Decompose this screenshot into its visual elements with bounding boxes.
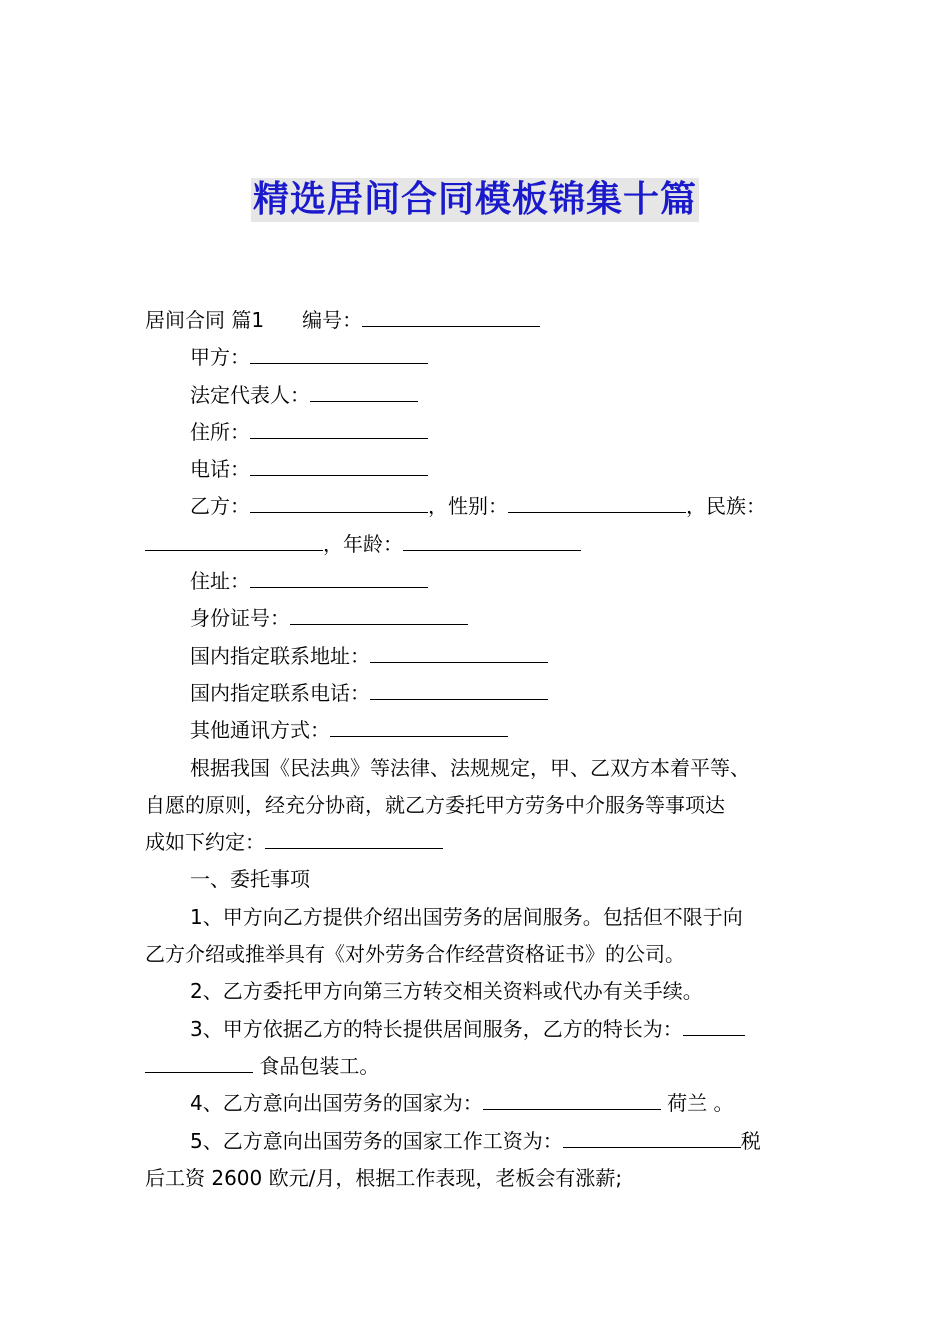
intro-text-3: 成如下约定： <box>145 830 265 855</box>
item-3-text-1: 3、甲方依据乙方的特长提供居间服务，乙方的特长为： <box>190 1016 683 1041</box>
party-a-address-blank <box>250 414 428 439</box>
intro-line-2 <box>145 787 810 824</box>
domestic-address-label: 国内指定联系地址： <box>190 643 370 668</box>
party-b-age-label: ，年龄： <box>323 531 403 556</box>
item-1-text-2: 乙方介绍或推举具有《对外劳务合作经营资格证书》的公司。 <box>145 942 685 967</box>
party-a-phone-blank <box>250 451 428 476</box>
number-blank <box>362 302 540 327</box>
party-b-id-blank <box>290 600 468 625</box>
party-b-name-label: 乙方： <box>190 494 250 519</box>
party-b-name-blank <box>250 488 428 513</box>
party-a-rep-label: 法定代表人： <box>190 382 310 407</box>
intro-text-2: 自愿的原则，经充分协商，就乙方委托甲方劳务中介服务等事项达 <box>145 792 725 817</box>
item-5-prefix: 5、乙方意向出国劳务的国家工作工资为： <box>190 1128 563 1153</box>
domestic-address-blank <box>370 638 548 663</box>
item-5-line-1 <box>145 1123 810 1160</box>
intro-line-1 <box>145 750 810 787</box>
title-container <box>0 178 950 222</box>
party-b-gender-blank <box>508 488 686 513</box>
country-blank <box>483 1085 661 1110</box>
document-body <box>145 302 810 1197</box>
party-a-rep-blank <box>310 377 418 402</box>
item-2-line <box>145 973 810 1010</box>
item-5-suffix: 税 <box>740 1128 761 1153</box>
domestic-address-line <box>145 638 810 675</box>
party-a-phone-label: 电话： <box>190 457 250 482</box>
intro-line-3 <box>145 824 810 861</box>
party-a-address-line <box>145 414 810 451</box>
item-1-text-1: 1、甲方向乙方提供介绍出国劳务的居间服务。包括但不限于向 <box>190 904 743 929</box>
domestic-phone-blank <box>370 675 548 700</box>
party-b-address-blank <box>250 563 428 588</box>
party-b-age-blank <box>403 526 581 551</box>
document-title: 精选居间合同模板锦集十篇 <box>252 179 697 220</box>
domestic-phone-line <box>145 675 810 712</box>
intro-text-1: 根据我国《民法典》等法律、法规规定，甲、乙双方本着平等、 <box>190 755 750 780</box>
item-3-line-1 <box>145 1011 810 1048</box>
other-contact-blank <box>330 712 508 737</box>
number-label: 编号： <box>302 308 363 332</box>
other-contact-line <box>145 712 810 749</box>
party-b-age-line <box>145 526 810 563</box>
party-a-name-line <box>145 339 810 376</box>
item-5-text-2: 后工资 2600 欧元/月，根据工作表现，老板会有涨薪; <box>145 1165 623 1190</box>
domestic-phone-label: 国内指定联系电话： <box>190 680 370 705</box>
party-b-name-line <box>145 488 810 525</box>
item-4-line <box>145 1085 810 1122</box>
header-line <box>145 302 810 339</box>
other-contact-label: 其他通讯方式： <box>190 718 330 743</box>
item-3-text-2: 食品包装工。 <box>259 1053 380 1078</box>
party-b-ethnic-label: ，民族： <box>686 494 766 519</box>
item-5-line-2 <box>145 1160 810 1197</box>
contract-label: 居间合同 篇1 <box>145 308 265 332</box>
party-b-ethnic-blank <box>145 526 323 551</box>
item-4-value: 荷兰 。 <box>667 1091 734 1116</box>
item-1-line-1 <box>145 899 810 936</box>
salary-blank <box>563 1123 741 1148</box>
specialty-blank-a <box>683 1011 745 1036</box>
party-b-address-label: 住址： <box>190 569 250 594</box>
party-b-id-label: 身份证号： <box>190 606 290 631</box>
section-1-heading-line <box>145 861 810 898</box>
party-a-address-label: 住所： <box>190 419 250 444</box>
specialty-blank-b <box>145 1048 253 1073</box>
item-2-text: 2、乙方委托甲方向第三方转交相关资料或代办有关手续。 <box>190 979 703 1004</box>
party-b-gender-label: ，性别： <box>428 494 508 519</box>
party-b-id-line <box>145 600 810 637</box>
item-3-line-2 <box>145 1048 810 1085</box>
item-4-prefix: 4、乙方意向出国劳务的国家为： <box>190 1091 483 1116</box>
party-a-rep-line <box>145 377 810 414</box>
item-1-line-2 <box>145 936 810 973</box>
agreement-blank <box>265 824 443 849</box>
party-a-name-blank <box>250 339 428 364</box>
party-b-address-line <box>145 563 810 600</box>
party-a-name-label: 甲方： <box>190 345 250 370</box>
party-a-phone-line <box>145 451 810 488</box>
section-1-heading: 一、委托事项 <box>190 867 310 892</box>
